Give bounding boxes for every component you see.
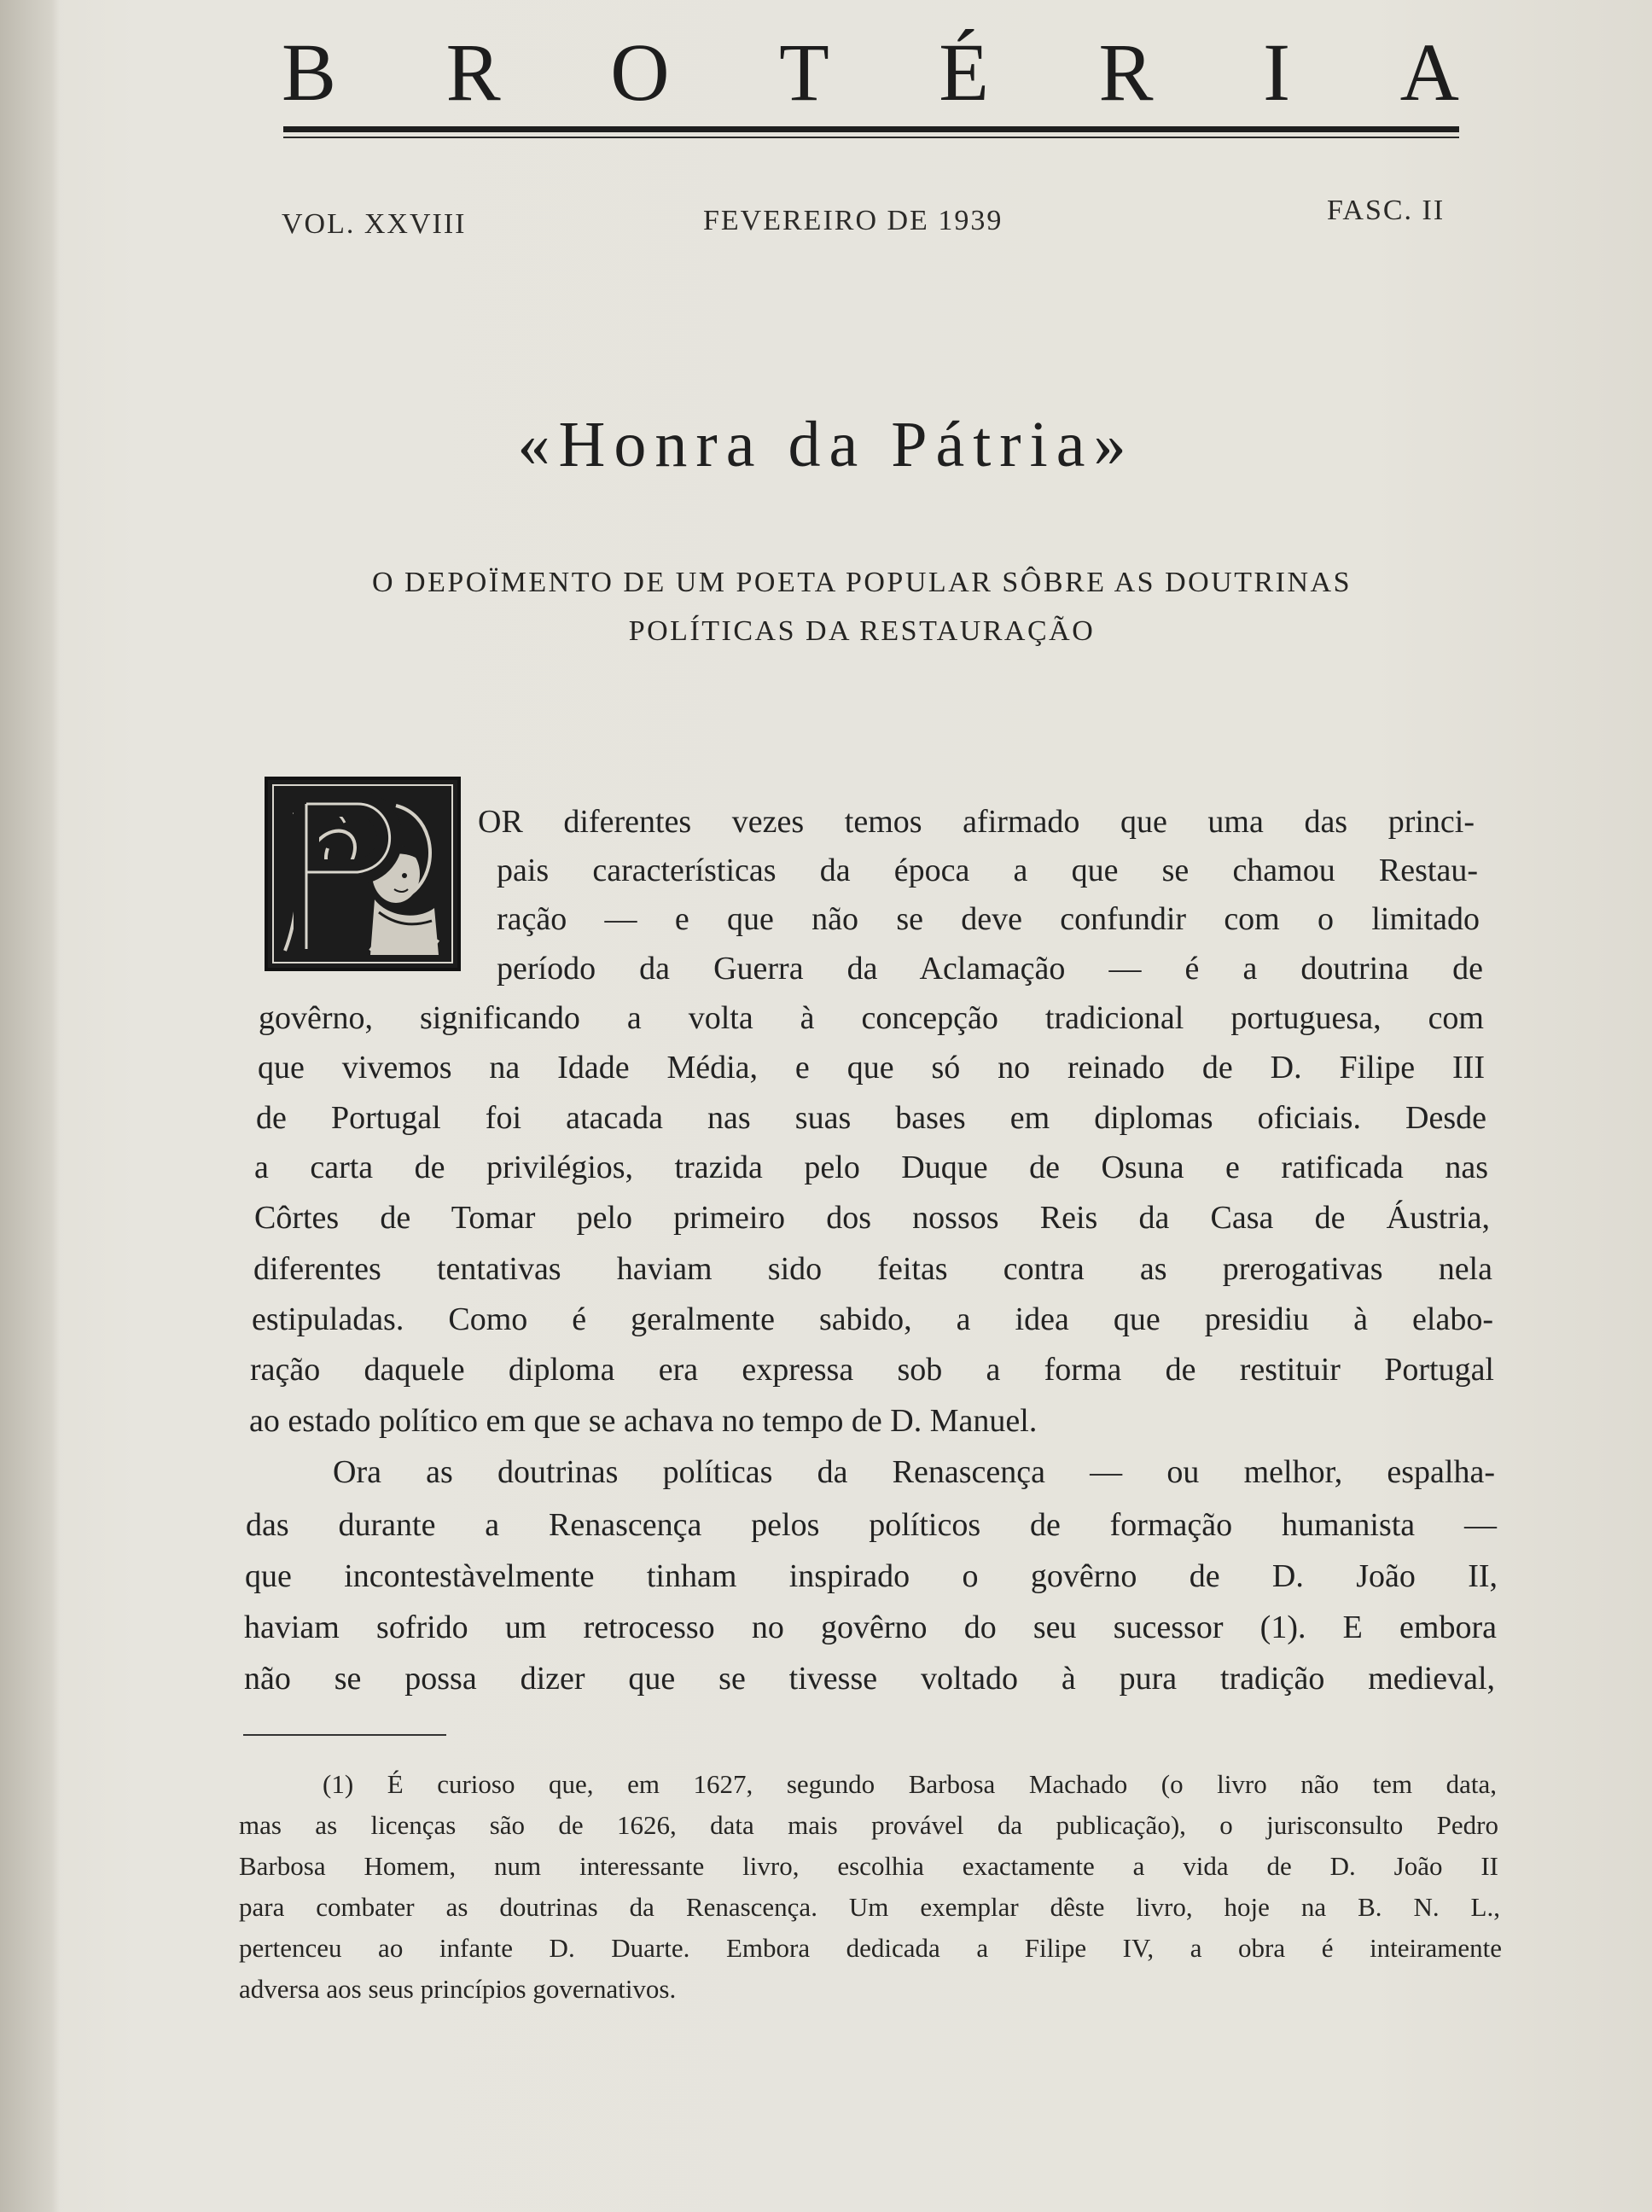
dropcap-ornament-icon <box>268 780 457 968</box>
issue-date: FEVEREIRO DE 1939 <box>703 205 1003 236</box>
masthead-rule-thick <box>283 126 1459 132</box>
footnote-rule <box>243 1734 446 1736</box>
body-line: Ora as doutrinas políticas da Renascença — ou melhor, espalha- <box>333 1454 1495 1490</box>
masthead-rule-thin <box>283 137 1459 138</box>
footnote-line: adversa aos seus princípios governativos. <box>239 1974 677 2004</box>
body-line: haviam sofrido um retrocesso no govêrno do seu sucessor (1). E embora <box>244 1610 1497 1645</box>
body-line: que vivemos na Idade Média, e que só no reinado de D. Filipe III <box>258 1050 1485 1086</box>
article-subtitle-line: POLÍTICAS DA RESTAURAÇÃO <box>628 615 1096 647</box>
body-line: não se possa dizer que se tivesse voltado à pura tradição medieval, <box>244 1661 1495 1697</box>
masthead-letter: R <box>1098 26 1154 118</box>
body-line: que incontestàvelmente tinham inspirado o govêrno de D. João II, <box>245 1558 1498 1594</box>
masthead-letter: I <box>1263 26 1291 118</box>
body-line: OR diferentes vezes temos afirmado que uma das princi- <box>478 804 1475 840</box>
body-line: período da Guerra da Aclamação — é a doutrina de <box>497 951 1483 987</box>
book-spine-shadow <box>0 0 60 2212</box>
body-line: a carta de privilégios, trazida pelo Duque de Osuna e ratificada nas <box>254 1150 1488 1185</box>
masthead-letter: É <box>939 26 989 118</box>
body-line: de Portugal foi atacada nas suas bases em diplomas oficiais. Desde <box>256 1100 1486 1136</box>
ornamental-dropcap <box>265 777 461 971</box>
body-line: ração — e que não se deve confundir com o limitado <box>497 901 1480 937</box>
body-line: ao estado político em que se achava no tempo de D. Manuel. <box>249 1403 1038 1439</box>
footnote-line: para combater as doutrinas da Renascença. Um exemplar dêste livro, hoje na B. N. L., <box>239 1892 1500 1922</box>
journal-masthead <box>282 26 1459 119</box>
body-line: estipuladas. Como é geralmente sabido, a idea que presidiu à elabo- <box>252 1301 1493 1337</box>
body-line: govêrno, significando a volta à concepção tradicional portuguesa, com <box>259 1000 1484 1036</box>
masthead-letter: A <box>1399 26 1459 118</box>
article-subtitle-line: O DEPOÏMENTO DE UM POETA POPULAR SÔBRE AS DOUTRINAS <box>371 567 1352 598</box>
body-line: diferentes tentativas haviam sido feitas contra as prerogativas nela <box>253 1251 1492 1287</box>
volume-label: VOL. XXVIII <box>282 208 467 240</box>
body-line: Côrtes de Tomar pelo primeiro dos nossos Reis da Casa de Áustria, <box>254 1200 1490 1236</box>
masthead-letter: O <box>610 26 670 118</box>
body-line: ração daquele diploma era expressa sob a forma de restituir Portugal <box>250 1352 1494 1388</box>
masthead-letter: B <box>282 26 337 118</box>
masthead-letter: R <box>445 26 501 118</box>
footnote-line: Barbosa Homem, num interessante livro, escolhia exactamente a vida de D. João II <box>239 1851 1498 1881</box>
body-line: pais características da época a que se chamou Restau- <box>497 853 1478 888</box>
body-line: das durante a Renascença pelos políticos de formação humanista — <box>246 1507 1497 1543</box>
masthead-letter: T <box>779 26 829 118</box>
footnote-line: (1) É curioso que, em 1627, segundo Barbosa Machado (o livro não tem data, <box>323 1769 1497 1799</box>
footnote-line: pertenceu ao infante D. Duarte. Embora dedicada a Filipe IV, a obra é inteiramente <box>239 1933 1502 1963</box>
footnote-line: mas as licenças são de 1626, data mais provável da publicação), o jurisconsulto Pedro <box>239 1810 1498 1840</box>
fascicle-label: FASC. II <box>1327 195 1446 226</box>
article-title: «Honra da Pátria» <box>517 409 1135 480</box>
